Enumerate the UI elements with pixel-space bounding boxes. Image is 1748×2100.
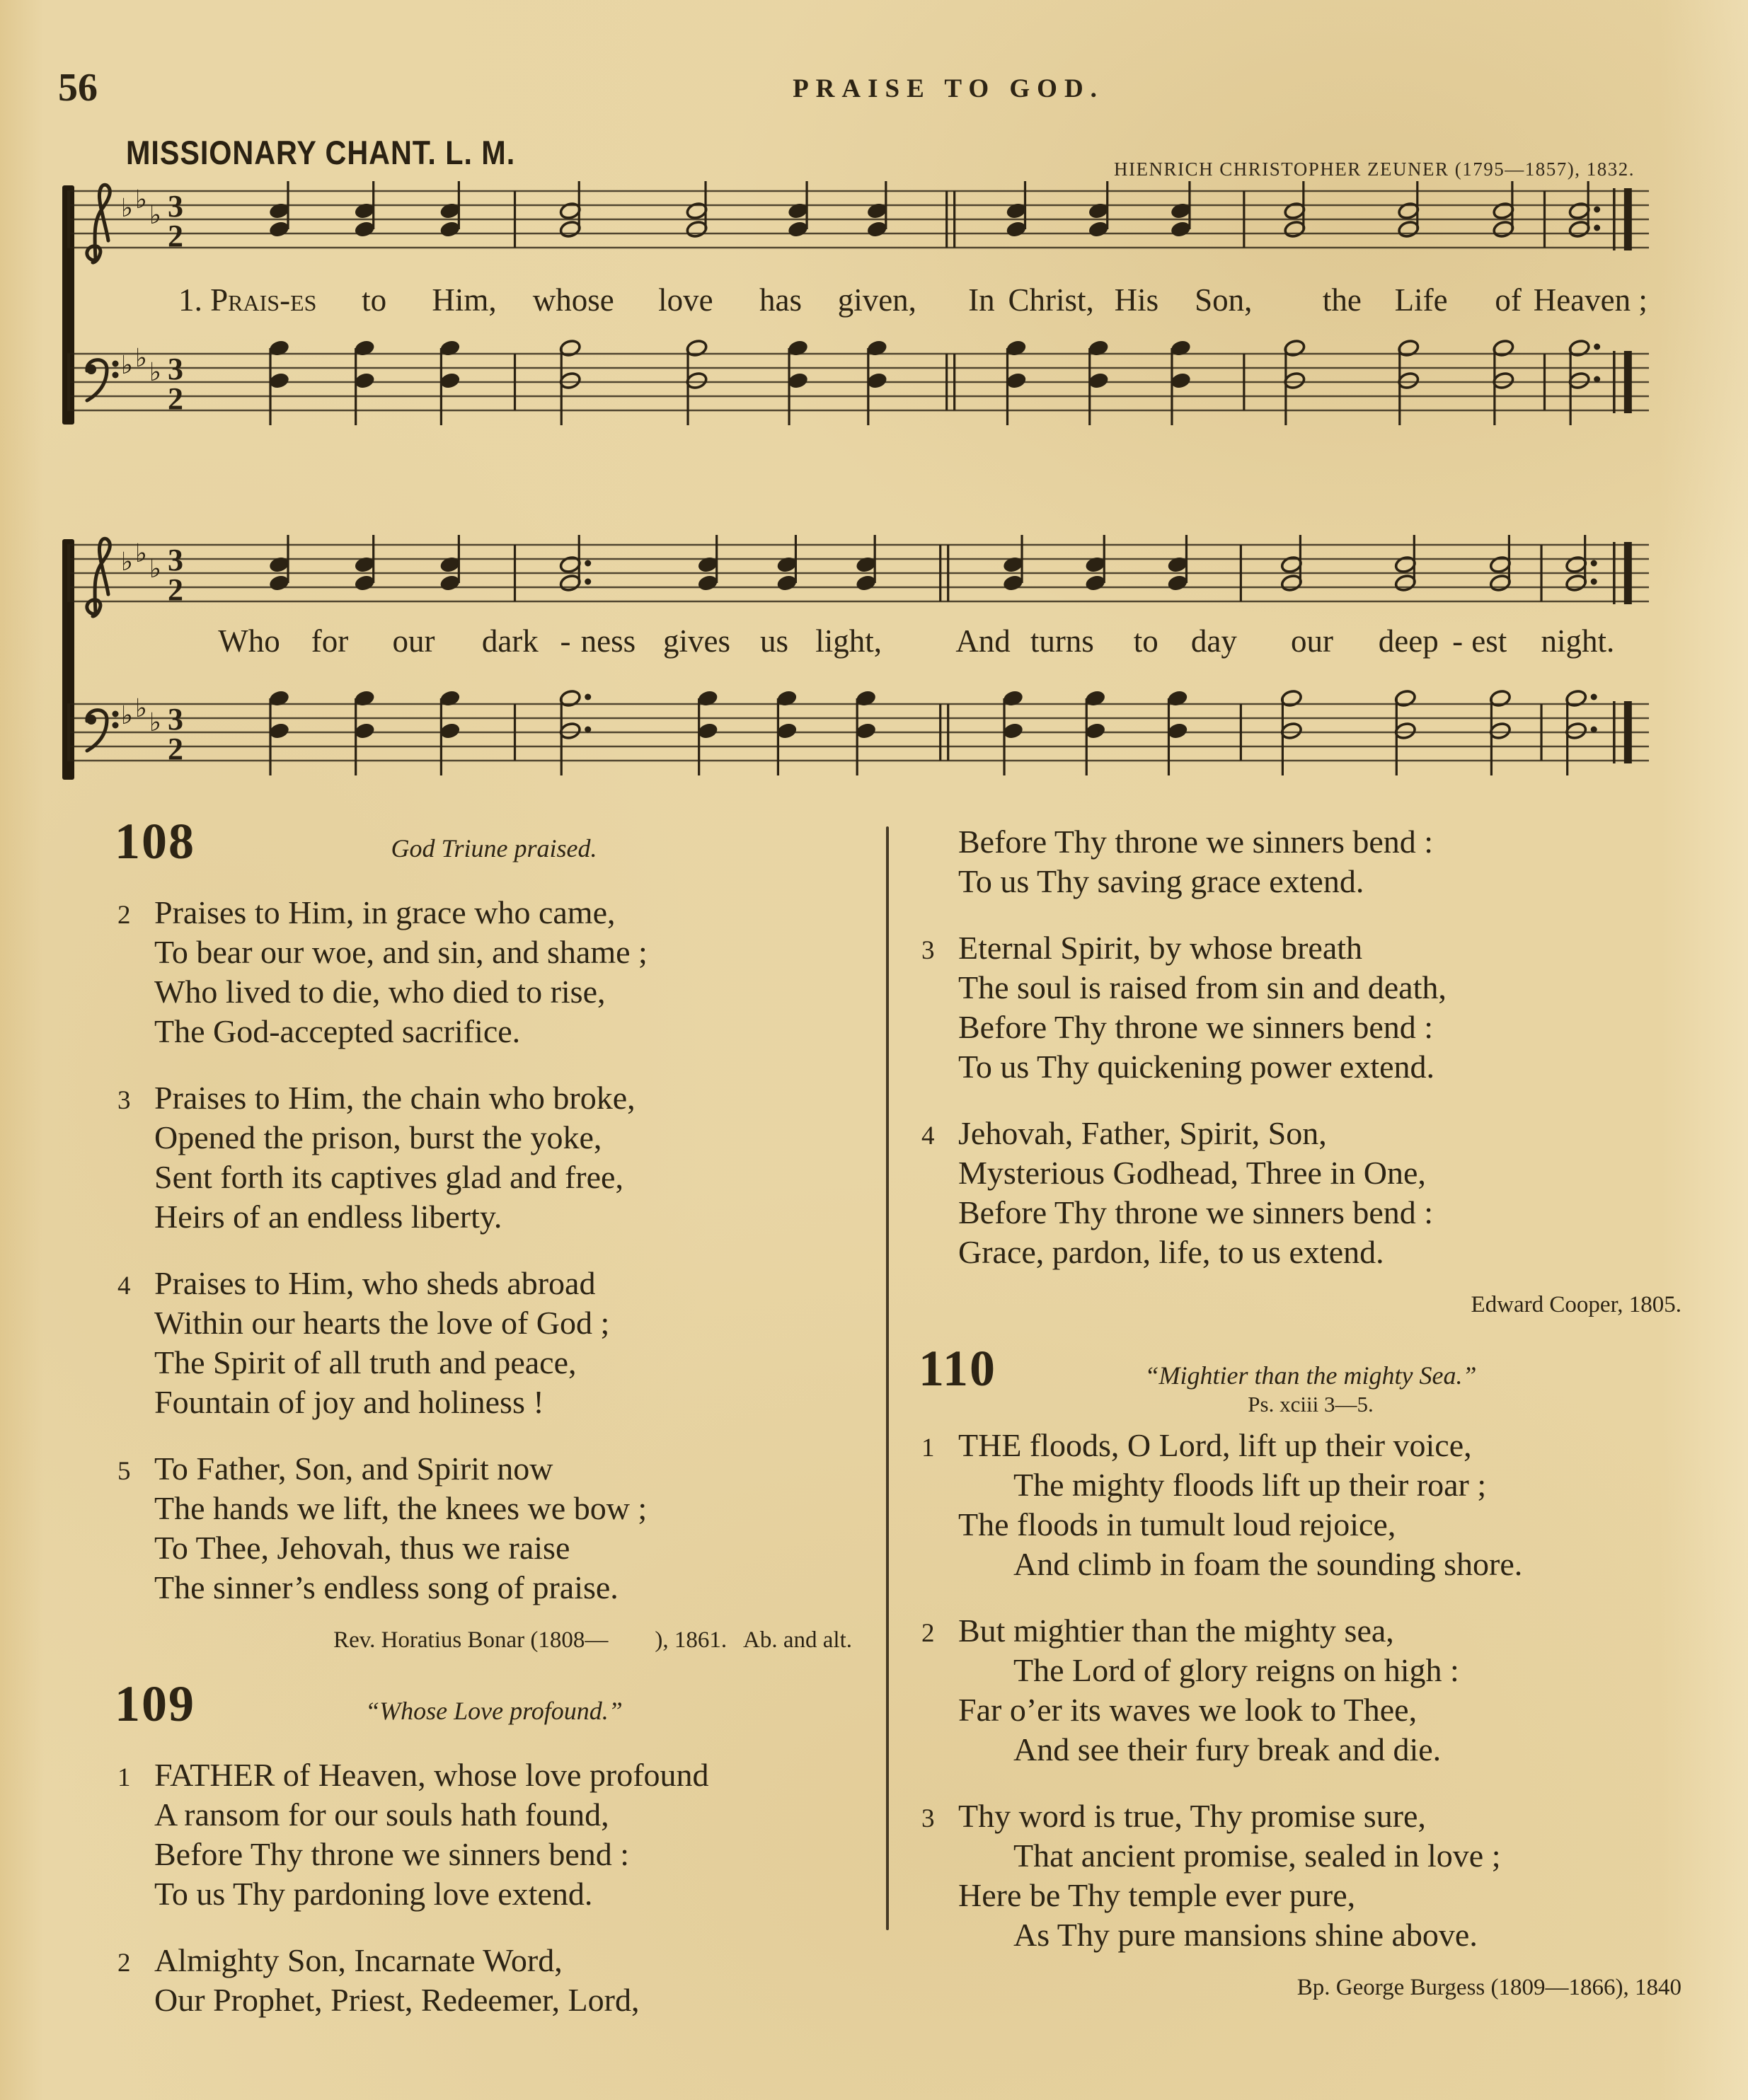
lyric-word: Him,	[432, 282, 497, 318]
lyric-word: love	[658, 282, 713, 318]
lyric-word: us	[760, 623, 789, 659]
verse-line: The soul is raised from sin and death,	[958, 969, 1447, 1005]
lyric-word: day	[1190, 623, 1237, 659]
note-chord	[1170, 339, 1192, 425]
author-attribution: Bp. George Burgess (1809—1866), 1840	[1296, 1975, 1681, 2000]
note-chord	[866, 339, 889, 425]
verse-line: The hands we lift, the knees we bow ;	[154, 1490, 648, 1526]
hymn-caption: God Triune praised.	[391, 834, 597, 862]
lyric-line-1	[67, 282, 1649, 321]
note-chord	[1002, 535, 1025, 592]
bass-clef-dot	[113, 361, 119, 367]
column-divider	[886, 826, 889, 1930]
note-chord	[1087, 339, 1110, 425]
verse-line: Heirs of an endless liberty.	[154, 1199, 502, 1235]
flat-icon: ♭	[149, 358, 161, 387]
flat-icon: ♭	[121, 548, 133, 577]
hymn-verse	[115, 1449, 873, 1608]
verse-line: The God-accepted sacrifice.	[154, 1013, 521, 1049]
augmentation-dot	[1594, 376, 1600, 383]
verse-number: 5	[117, 1457, 131, 1486]
note-chord	[439, 339, 461, 425]
lyric-word: light,	[815, 623, 882, 659]
hymn-heading	[115, 1675, 873, 1747]
lyric-word: In	[968, 282, 995, 318]
treble-staff	[67, 524, 1649, 623]
time-signature-bottom: 2	[168, 732, 183, 766]
lyric-word: deep	[1378, 623, 1439, 659]
verse-line: Praises to Him, in grace who came,	[154, 894, 616, 930]
note-chord	[1084, 535, 1107, 592]
verse-number: 1	[921, 1433, 935, 1462]
verse-number: 2	[117, 1949, 131, 1978]
hymn-verse	[919, 928, 1703, 1087]
final-barline	[1624, 351, 1632, 413]
note-chord	[559, 535, 591, 592]
flat-icon: ♭	[135, 539, 147, 568]
lyric-word: -	[1452, 623, 1464, 659]
verse-number: 4	[117, 1271, 131, 1300]
treble-staff	[67, 170, 1649, 269]
note-chord	[1489, 535, 1512, 592]
lyric-word: to	[362, 282, 387, 318]
hymn-verse	[919, 822, 1703, 901]
note-chord	[268, 535, 291, 592]
note-chord	[353, 181, 376, 238]
verse-number: 4	[921, 1121, 935, 1150]
note-chord	[1084, 689, 1107, 775]
time-signature-bottom: 2	[168, 219, 183, 253]
final-barline	[1624, 188, 1632, 250]
lyric-word: Who	[218, 623, 280, 659]
bass-clef-dot	[113, 711, 119, 717]
author-attribution: Edward Cooper, 1805.	[1471, 1292, 1681, 1317]
verse-line: Before Thy throne we sinners bend :	[958, 1194, 1434, 1230]
verse-number: 2	[921, 1619, 935, 1648]
hymn-number: 109	[115, 1675, 195, 1732]
verse-line: Grace, pardon, life, to us extend.	[958, 1234, 1384, 1270]
augmentation-dot	[1591, 579, 1597, 585]
verse-line: Mysterious Godhead, Three in One,	[958, 1155, 1426, 1191]
verse-line: A ransom for our souls hath found,	[154, 1796, 609, 1833]
flat-icon: ♭	[121, 351, 133, 380]
running-head: PRAISE TO GOD.	[793, 74, 1104, 103]
time-signature-bottom: 2	[168, 572, 183, 607]
lyric-word: Heaven ;	[1533, 282, 1648, 318]
hymn-number: 110	[919, 1340, 997, 1397]
verse-line: Far o’er its waves we look to Thee,	[958, 1692, 1418, 1728]
verse-line: Jehovah, Father, Spirit, Son,	[958, 1115, 1327, 1151]
verse-number: 2	[117, 901, 131, 930]
lyric-word: has	[759, 282, 802, 318]
verse-line: Our Prophet, Priest, Redeemer, Lord,	[154, 1982, 640, 2018]
verse-line: Almighty Son, Incarnate Word,	[154, 1942, 563, 1978]
hymn-verse	[919, 1611, 1703, 1770]
verse-line: As Thy pure mansions shine above.	[1013, 1917, 1478, 1953]
lyric-line-2	[67, 623, 1649, 662]
hymn-verse	[115, 1941, 873, 2020]
augmentation-dot	[1594, 207, 1600, 213]
note-chord	[353, 339, 376, 425]
note-chord	[776, 535, 798, 592]
verse-line: Before Thy throne we sinners bend :	[154, 1836, 630, 1872]
hymn-caption: “Whose Love profound.”	[365, 1697, 623, 1725]
lyric-word: turns	[1030, 623, 1094, 659]
hymn-number: 108	[115, 813, 195, 870]
bass-staff	[67, 333, 1649, 432]
lyric-word: dark	[481, 623, 539, 659]
note-chord	[353, 689, 376, 775]
hymn-verse	[919, 1426, 1703, 1584]
flat-icon: ♭	[149, 555, 161, 584]
note-chord	[1005, 181, 1028, 238]
verse-line: THE floods, O Lord, lift up their voice,	[958, 1427, 1472, 1463]
lyric-word: the	[1322, 282, 1362, 318]
flat-icon: ♭	[149, 708, 161, 737]
note-chord	[686, 181, 708, 238]
verse-line: The sinner’s endless song of praise.	[154, 1569, 619, 1605]
verse-line: To us Thy saving grace extend.	[958, 863, 1364, 899]
time-signature-top: 3	[168, 543, 183, 577]
augmentation-dot	[1591, 727, 1597, 733]
lyric-word: And	[955, 623, 1011, 659]
flat-icon: ♭	[135, 185, 147, 214]
verse-number: 3	[921, 936, 935, 965]
verse-line: The Spirit of all truth and peace,	[154, 1344, 577, 1380]
verse-line: Before Thy throne we sinners bend :	[958, 1009, 1434, 1045]
augmentation-dot	[585, 560, 591, 567]
hymn-verse	[919, 1114, 1703, 1272]
time-signature-top: 3	[168, 189, 183, 224]
note-chord	[855, 689, 878, 775]
note-chord	[696, 689, 719, 775]
treble-clef-icon	[87, 538, 110, 616]
lyric-word: Christ,	[1008, 282, 1094, 318]
note-chord	[1087, 181, 1110, 238]
lyric-word: given,	[837, 282, 916, 318]
lyric-word: of	[1495, 282, 1522, 318]
hymn-column-right	[919, 822, 1703, 2032]
flat-icon: ♭	[121, 701, 133, 730]
augmentation-dot	[1594, 344, 1600, 350]
augmentation-dot	[585, 579, 591, 585]
note-chord	[855, 535, 878, 592]
note-chord	[696, 535, 719, 592]
augmentation-dot	[1591, 560, 1597, 567]
note-chord	[559, 181, 582, 238]
verse-number: 1	[117, 1763, 131, 1792]
verse-line: Thy word is true, Thy promise sure,	[958, 1798, 1426, 1834]
hymn-caption: “Mightier than the mighty Sea.”	[1144, 1361, 1477, 1390]
note-chord	[1565, 535, 1597, 592]
hymn-heading	[919, 1340, 1703, 1417]
lyric-word: -	[560, 623, 571, 659]
note-chord	[268, 339, 291, 425]
note-chord	[1280, 535, 1303, 592]
note-chord	[1394, 535, 1417, 592]
time-signature-top: 3	[168, 702, 183, 737]
page-number: 56	[58, 66, 98, 110]
hymn-verse	[115, 1264, 873, 1422]
lyric-word: to	[1133, 623, 1158, 659]
lyric-word: whose	[532, 282, 614, 318]
bass-clef-dot	[113, 372, 119, 379]
verse-line: Praises to Him, the chain who broke,	[154, 1080, 636, 1116]
augmentation-dot	[1591, 694, 1597, 700]
lyric-word: His	[1114, 282, 1159, 318]
bass-staff	[67, 683, 1649, 782]
verse-line: The Lord of glory reigns on high :	[1013, 1652, 1459, 1688]
final-barline	[1624, 542, 1632, 604]
verse-line: Here be Thy temple ever pure,	[958, 1877, 1356, 1913]
note-chord	[1005, 339, 1028, 425]
flat-icon: ♭	[135, 344, 147, 373]
lyric-word: for	[311, 623, 349, 659]
hymn-verse	[115, 893, 873, 1051]
verse-line: Sent forth its captives glad and free,	[154, 1159, 623, 1195]
verse-line: FATHER of Heaven, whose love profound	[154, 1757, 709, 1793]
note-chord	[439, 181, 461, 238]
flat-icon: ♭	[149, 201, 161, 230]
flat-icon: ♭	[135, 694, 147, 723]
time-signature-top: 3	[168, 352, 183, 386]
verse-line: To us Thy pardoning love extend.	[154, 1876, 593, 1912]
lyric-word: gives	[663, 623, 731, 659]
note-chord	[439, 689, 461, 775]
lyric-word: est	[1471, 623, 1507, 659]
note-chord	[1568, 181, 1600, 238]
note-chord	[787, 339, 810, 425]
flat-icon: ♭	[121, 194, 133, 223]
note-chord	[1170, 181, 1192, 238]
final-barline	[1624, 701, 1632, 763]
verse-line: To Thee, Jehovah, thus we raise	[154, 1530, 570, 1566]
verse-line: Within our hearts the love of God ;	[154, 1305, 610, 1341]
lyric-word: our	[1290, 623, 1333, 659]
verse-line: The floods in tumult loud rejoice,	[958, 1506, 1396, 1542]
hymn-column-left	[115, 813, 873, 2047]
augmentation-dot	[1594, 225, 1600, 231]
treble-clef-icon	[87, 185, 110, 262]
composer-credit: HIENRICH CHRISTOPHER ZEUNER (1795—1857), 1832.	[1114, 158, 1635, 180]
note-chord	[1166, 535, 1189, 592]
lyric-word: Son,	[1195, 282, 1253, 318]
verse-number: 3	[117, 1086, 131, 1115]
note-chord	[268, 689, 291, 775]
hymn-verse	[919, 1796, 1703, 1955]
note-chord	[1493, 181, 1515, 238]
tune-title: MISSIONARY CHANT. L. M.	[126, 134, 516, 172]
note-chord	[787, 181, 810, 238]
scripture-reference: Ps. xciii 3—5.	[1248, 1392, 1374, 1417]
verse-line: That ancient promise, sealed in love ;	[1013, 1837, 1501, 1874]
lyric-word: 1. Prais-es	[178, 282, 317, 318]
note-chord	[1284, 181, 1306, 238]
note-chord	[776, 689, 798, 775]
time-signature-bottom: 2	[168, 381, 183, 416]
augmentation-dot	[585, 694, 591, 700]
bass-clef-dot	[113, 722, 119, 729]
verse-line: Before Thy throne we sinners bend :	[958, 824, 1434, 860]
verse-line: Who lived to die, who died to rise,	[154, 974, 606, 1010]
hymn-heading	[115, 813, 873, 884]
verse-line: But mightier than the mighty sea,	[958, 1612, 1394, 1649]
verse-number: 3	[921, 1804, 935, 1833]
lyric-word: ness	[580, 623, 636, 659]
lyric-word: night.	[1541, 623, 1615, 659]
verse-line: To us Thy quickening power extend.	[958, 1049, 1435, 1085]
lyric-word: Life	[1394, 282, 1448, 318]
author-attribution: Rev. Horatius Bonar (1808— ), 1861. Ab. and alt.	[333, 1627, 852, 1653]
note-chord	[268, 181, 291, 238]
verse-line: Fountain of joy and holiness !	[154, 1384, 544, 1420]
verse-line: And climb in foam the sounding shore.	[1013, 1546, 1523, 1582]
note-chord	[353, 535, 376, 592]
verse-line: Eternal Spirit, by whose breath	[958, 930, 1363, 966]
note-chord	[1002, 689, 1025, 775]
note-chord	[1398, 181, 1420, 238]
note-chord	[439, 535, 461, 592]
lyric-word: our	[392, 623, 435, 659]
augmentation-dot	[585, 727, 591, 733]
note-chord	[866, 181, 889, 238]
verse-line: And see their fury break and die.	[1013, 1731, 1442, 1767]
verse-line: Opened the prison, burst the yoke,	[154, 1119, 602, 1155]
hymn-verse	[115, 1078, 873, 1237]
verse-line: Praises to Him, who sheds abroad	[154, 1265, 596, 1301]
verse-line: To bear our woe, and sin, and shame ;	[154, 934, 648, 970]
hymn-verse	[115, 1755, 873, 1914]
verse-line: To Father, Son, and Spirit now	[154, 1450, 553, 1487]
note-chord	[1166, 689, 1189, 775]
verse-line: The mighty floods lift up their roar ;	[1013, 1467, 1487, 1503]
